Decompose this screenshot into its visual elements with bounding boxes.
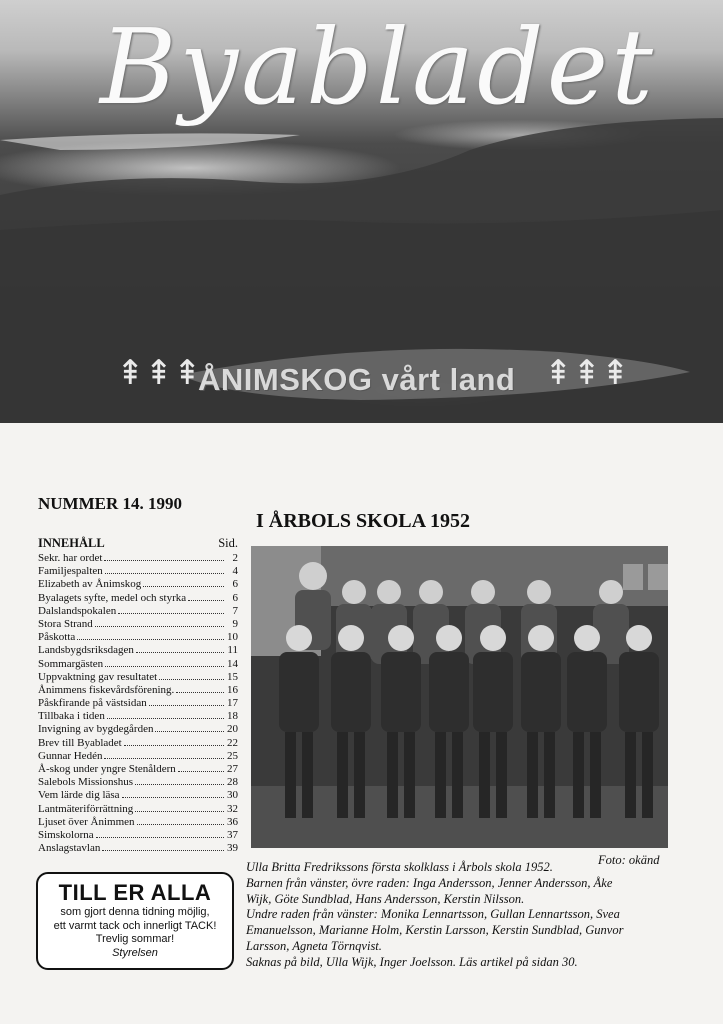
masthead-title: Byabladet [100, 6, 656, 128]
toc-item-page: 11 [227, 644, 238, 657]
toc-item-page: 16 [227, 683, 238, 696]
toc-item [38, 803, 238, 816]
toc-item-page: 17 [227, 697, 238, 710]
toc-item [38, 723, 238, 736]
class-photo [251, 546, 668, 848]
toc-leader-dots [155, 731, 224, 732]
toc-item-page: 20 [227, 723, 238, 736]
toc-item-page: 6 [232, 578, 238, 591]
caption-line: Undre raden från vänster: Monika Lennartsson, Gullan Lennartsson, Svea [246, 907, 620, 922]
toc-item-title: Familjespalten [38, 565, 103, 578]
toc-item [38, 697, 238, 710]
toc-item-title: Anslagstavlan [38, 842, 101, 855]
table-of-contents [38, 536, 238, 855]
toc-leader-dots [95, 626, 224, 627]
toc-item-page: 22 [227, 736, 238, 749]
toc-item-title: Uppvaktning gav resultatet [38, 670, 158, 683]
toc-item [38, 644, 238, 657]
toc-item [38, 750, 238, 763]
toc-item-title: Å-skog under yngre Stenåldern [38, 763, 176, 775]
toc-item-title: Sekr. har ordet [38, 552, 103, 564]
toc-item-title: Påskotta [38, 631, 76, 644]
toc-leader-dots [178, 771, 224, 772]
toc-item-page: 25 [227, 749, 238, 762]
toc-item-page: 27 [227, 763, 238, 775]
toc-leader-dots [105, 666, 224, 667]
toc-item-page: 7 [232, 604, 238, 617]
toc-item-title: Dalslandspokalen [38, 604, 117, 617]
toc-leader-dots [118, 613, 224, 614]
toc-item-page: 30 [227, 789, 238, 802]
thanks-line: som gjort denna tidning möjlig, [60, 906, 210, 918]
caption-line: Barnen från vänster, övre raden: Inga Andersson, Jenner Andersson, Åke [246, 875, 613, 890]
toc-leader-dots [104, 560, 224, 561]
toc-item-title: Påskfirande på västsidan [38, 697, 147, 710]
photo-caption [246, 860, 676, 971]
toc-leader-dots [77, 639, 224, 640]
toc-item [38, 829, 238, 842]
toc-item-page: 32 [227, 802, 238, 815]
trees-right-icon: ⇞⇞⇞ [544, 353, 630, 393]
toc-item-title: Salebols Missionshus [38, 776, 134, 789]
toc-item [38, 605, 238, 618]
toc-item [38, 552, 238, 565]
toc-item-title: Stora Strand [38, 617, 93, 630]
toc-leader-dots [188, 600, 224, 601]
toc-leader-dots [107, 718, 224, 719]
toc-leader-dots [96, 837, 224, 838]
toc-leader-dots [135, 811, 224, 812]
toc-page-heading: Sid. [218, 536, 238, 550]
thanks-title: TILL ER ALLA [58, 880, 212, 905]
toc-item-page: 10 [227, 631, 238, 644]
toc-item-page: 39 [227, 842, 238, 855]
toc-list [38, 552, 238, 855]
toc-leader-dots [124, 745, 224, 746]
toc-leader-dots [137, 824, 224, 825]
toc-item-page: 14 [227, 657, 238, 670]
toc-header [38, 536, 238, 551]
toc-item [38, 578, 238, 591]
class-photo-image [251, 546, 668, 848]
toc-item-page: 28 [227, 776, 238, 789]
toc-item-page: 4 [232, 565, 238, 578]
toc-item-page: 6 [232, 591, 238, 604]
toc-item-title: Lantmäteriförrättning [38, 802, 134, 815]
toc-leader-dots [159, 679, 224, 680]
toc-item-page: 36 [227, 815, 238, 828]
toc-item-page: 15 [227, 670, 238, 683]
article-headline: I ÅRBOLS SKOLA 1952 [256, 510, 470, 532]
toc-item-title: Ljuset över Ånimmen [38, 815, 135, 828]
toc-item [38, 565, 238, 578]
toc-item-title: Simskolorna [38, 828, 94, 841]
toc-leader-dots [135, 784, 224, 785]
toc-heading: INNEHÅLL [38, 536, 105, 550]
toc-item [38, 763, 238, 776]
toc-item-title: Invigning av bygdegården [38, 723, 154, 736]
toc-item [38, 618, 238, 631]
toc-item-title: Landsbygdsriksdagen [38, 644, 134, 657]
thank-you-box [36, 872, 234, 970]
thanks-line: ett varmt tack och innerligt TACK! [53, 919, 217, 932]
toc-item [38, 631, 238, 644]
toc-item-page: 37 [227, 828, 238, 841]
cover-banner [0, 0, 723, 423]
caption-line: Larsson, Agneta Törnqvist. [246, 938, 382, 953]
toc-item-page: 18 [227, 710, 238, 723]
toc-leader-dots [143, 586, 224, 587]
toc-leader-dots [102, 850, 224, 851]
toc-leader-dots [176, 692, 224, 693]
toc-item-title: Tillbaka i tiden [38, 710, 105, 723]
toc-item [38, 842, 238, 855]
caption-line: Saknas på bild, Ulla Wijk, Inger Joelsson. Läs artikel på sidan 30. [246, 954, 578, 969]
toc-leader-dots [136, 652, 224, 653]
toc-item [38, 592, 238, 605]
toc-item-title: Brev till Byabladet [38, 736, 122, 749]
toc-item [38, 671, 238, 684]
toc-item-title: Vem lärde dig läsa [38, 789, 120, 802]
toc-leader-dots [105, 573, 224, 574]
toc-item-page: 2 [232, 552, 238, 564]
toc-item-title: Elizabeth av Ånimskog [38, 578, 142, 591]
toc-item [38, 789, 238, 802]
thanks-signature: Styrelsen [112, 946, 158, 959]
toc-item-page: 9 [232, 617, 238, 630]
trees-left-icon: ⇞⇞⇞ [116, 353, 202, 393]
toc-leader-dots [122, 797, 224, 798]
toc-item-title: Sommargästen [38, 657, 104, 670]
toc-item-title: Byalagets syfte, medel och styrka [38, 591, 187, 604]
masthead-tagline: ÅNIMSKOG vårt land [198, 362, 516, 397]
toc-item [38, 658, 238, 671]
photo-credit: Foto: okänd [598, 853, 660, 867]
caption-line: Wijk, Göte Sundblad, Hans Andersson, Kerstin Nilsson. [246, 891, 525, 906]
toc-item [38, 816, 238, 829]
toc-item [38, 737, 238, 750]
toc-leader-dots [149, 705, 224, 706]
toc-item [38, 776, 238, 789]
toc-item-title: Gunnar Hedén [38, 749, 103, 762]
caption-line: Emanuelsson, Marianne Holm, Kerstin Larsson, Kerstin Sundblad, Gunvor [246, 923, 624, 938]
toc-item [38, 710, 238, 723]
toc-item [38, 684, 238, 697]
toc-leader-dots [104, 758, 224, 759]
issue-number: NUMMER 14. 1990 [38, 494, 183, 513]
toc-item-title: Ånimmens fiskevårdsförening. [38, 683, 175, 696]
caption-line: Ulla Britta Fredrikssons första skolklass i Årbols skola 1952. [246, 860, 553, 874]
thanks-line: Trevlig sommar! [95, 933, 175, 945]
